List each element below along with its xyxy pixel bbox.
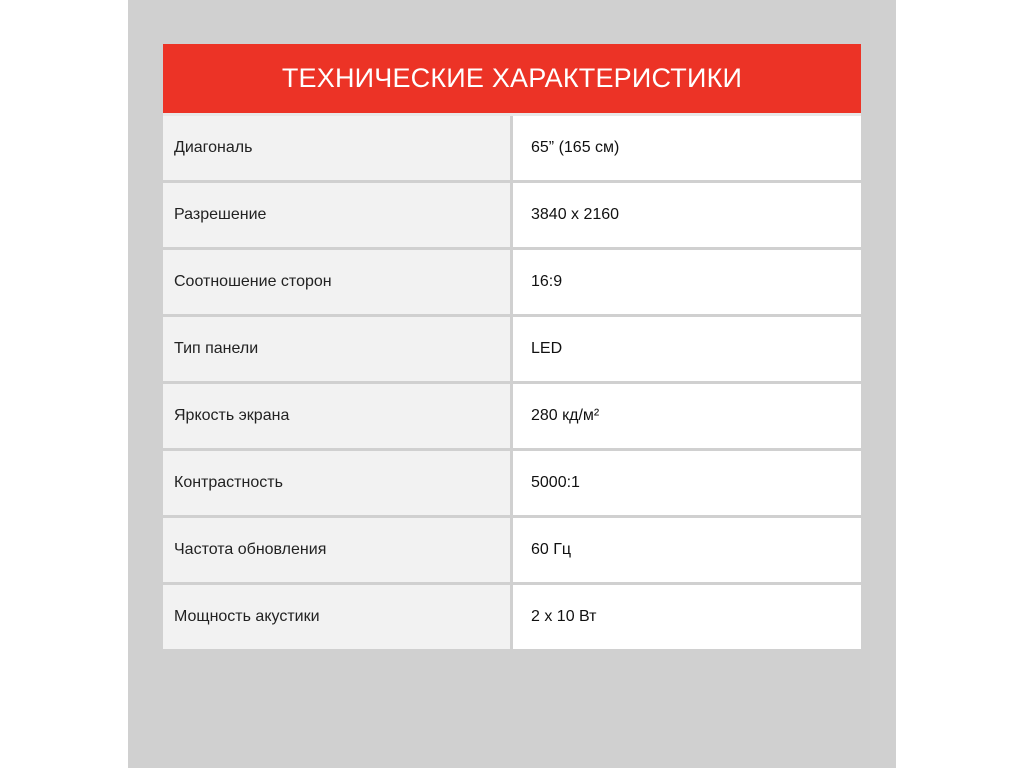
spec-value: 60 Гц [513,518,861,582]
spec-value: 3840 x 2160 [513,183,861,247]
spec-value: 65” (165 см) [513,116,861,180]
spec-label: Яркость экрана [163,384,510,448]
spec-label: Частота обновления [163,518,510,582]
spec-value: 280 кд/м² [513,384,861,448]
specs-title: ТЕХНИЧЕСКИЕ ХАРАКТЕРИСТИКИ [163,44,861,116]
spec-label: Диагональ [163,116,510,180]
spec-label: Контрастность [163,451,510,515]
spec-label: Соотношение сторон [163,250,510,314]
spec-row-aspect-ratio [163,250,861,314]
spec-row-diagonal [163,116,861,180]
spec-row-panel-type [163,317,861,381]
spec-row-audio-power [163,585,861,649]
spec-row-brightness [163,384,861,448]
spec-label: Разрешение [163,183,510,247]
spec-value: LED [513,317,861,381]
spec-value: 16:9 [513,250,861,314]
spec-value: 2 x 10 Вт [513,585,861,649]
specs-table [163,44,861,649]
spec-row-resolution [163,183,861,247]
spec-label: Тип панели [163,317,510,381]
spec-row-refresh-rate [163,518,861,582]
spec-value: 5000:1 [513,451,861,515]
spec-row-contrast [163,451,861,515]
spec-label: Мощность акустики [163,585,510,649]
